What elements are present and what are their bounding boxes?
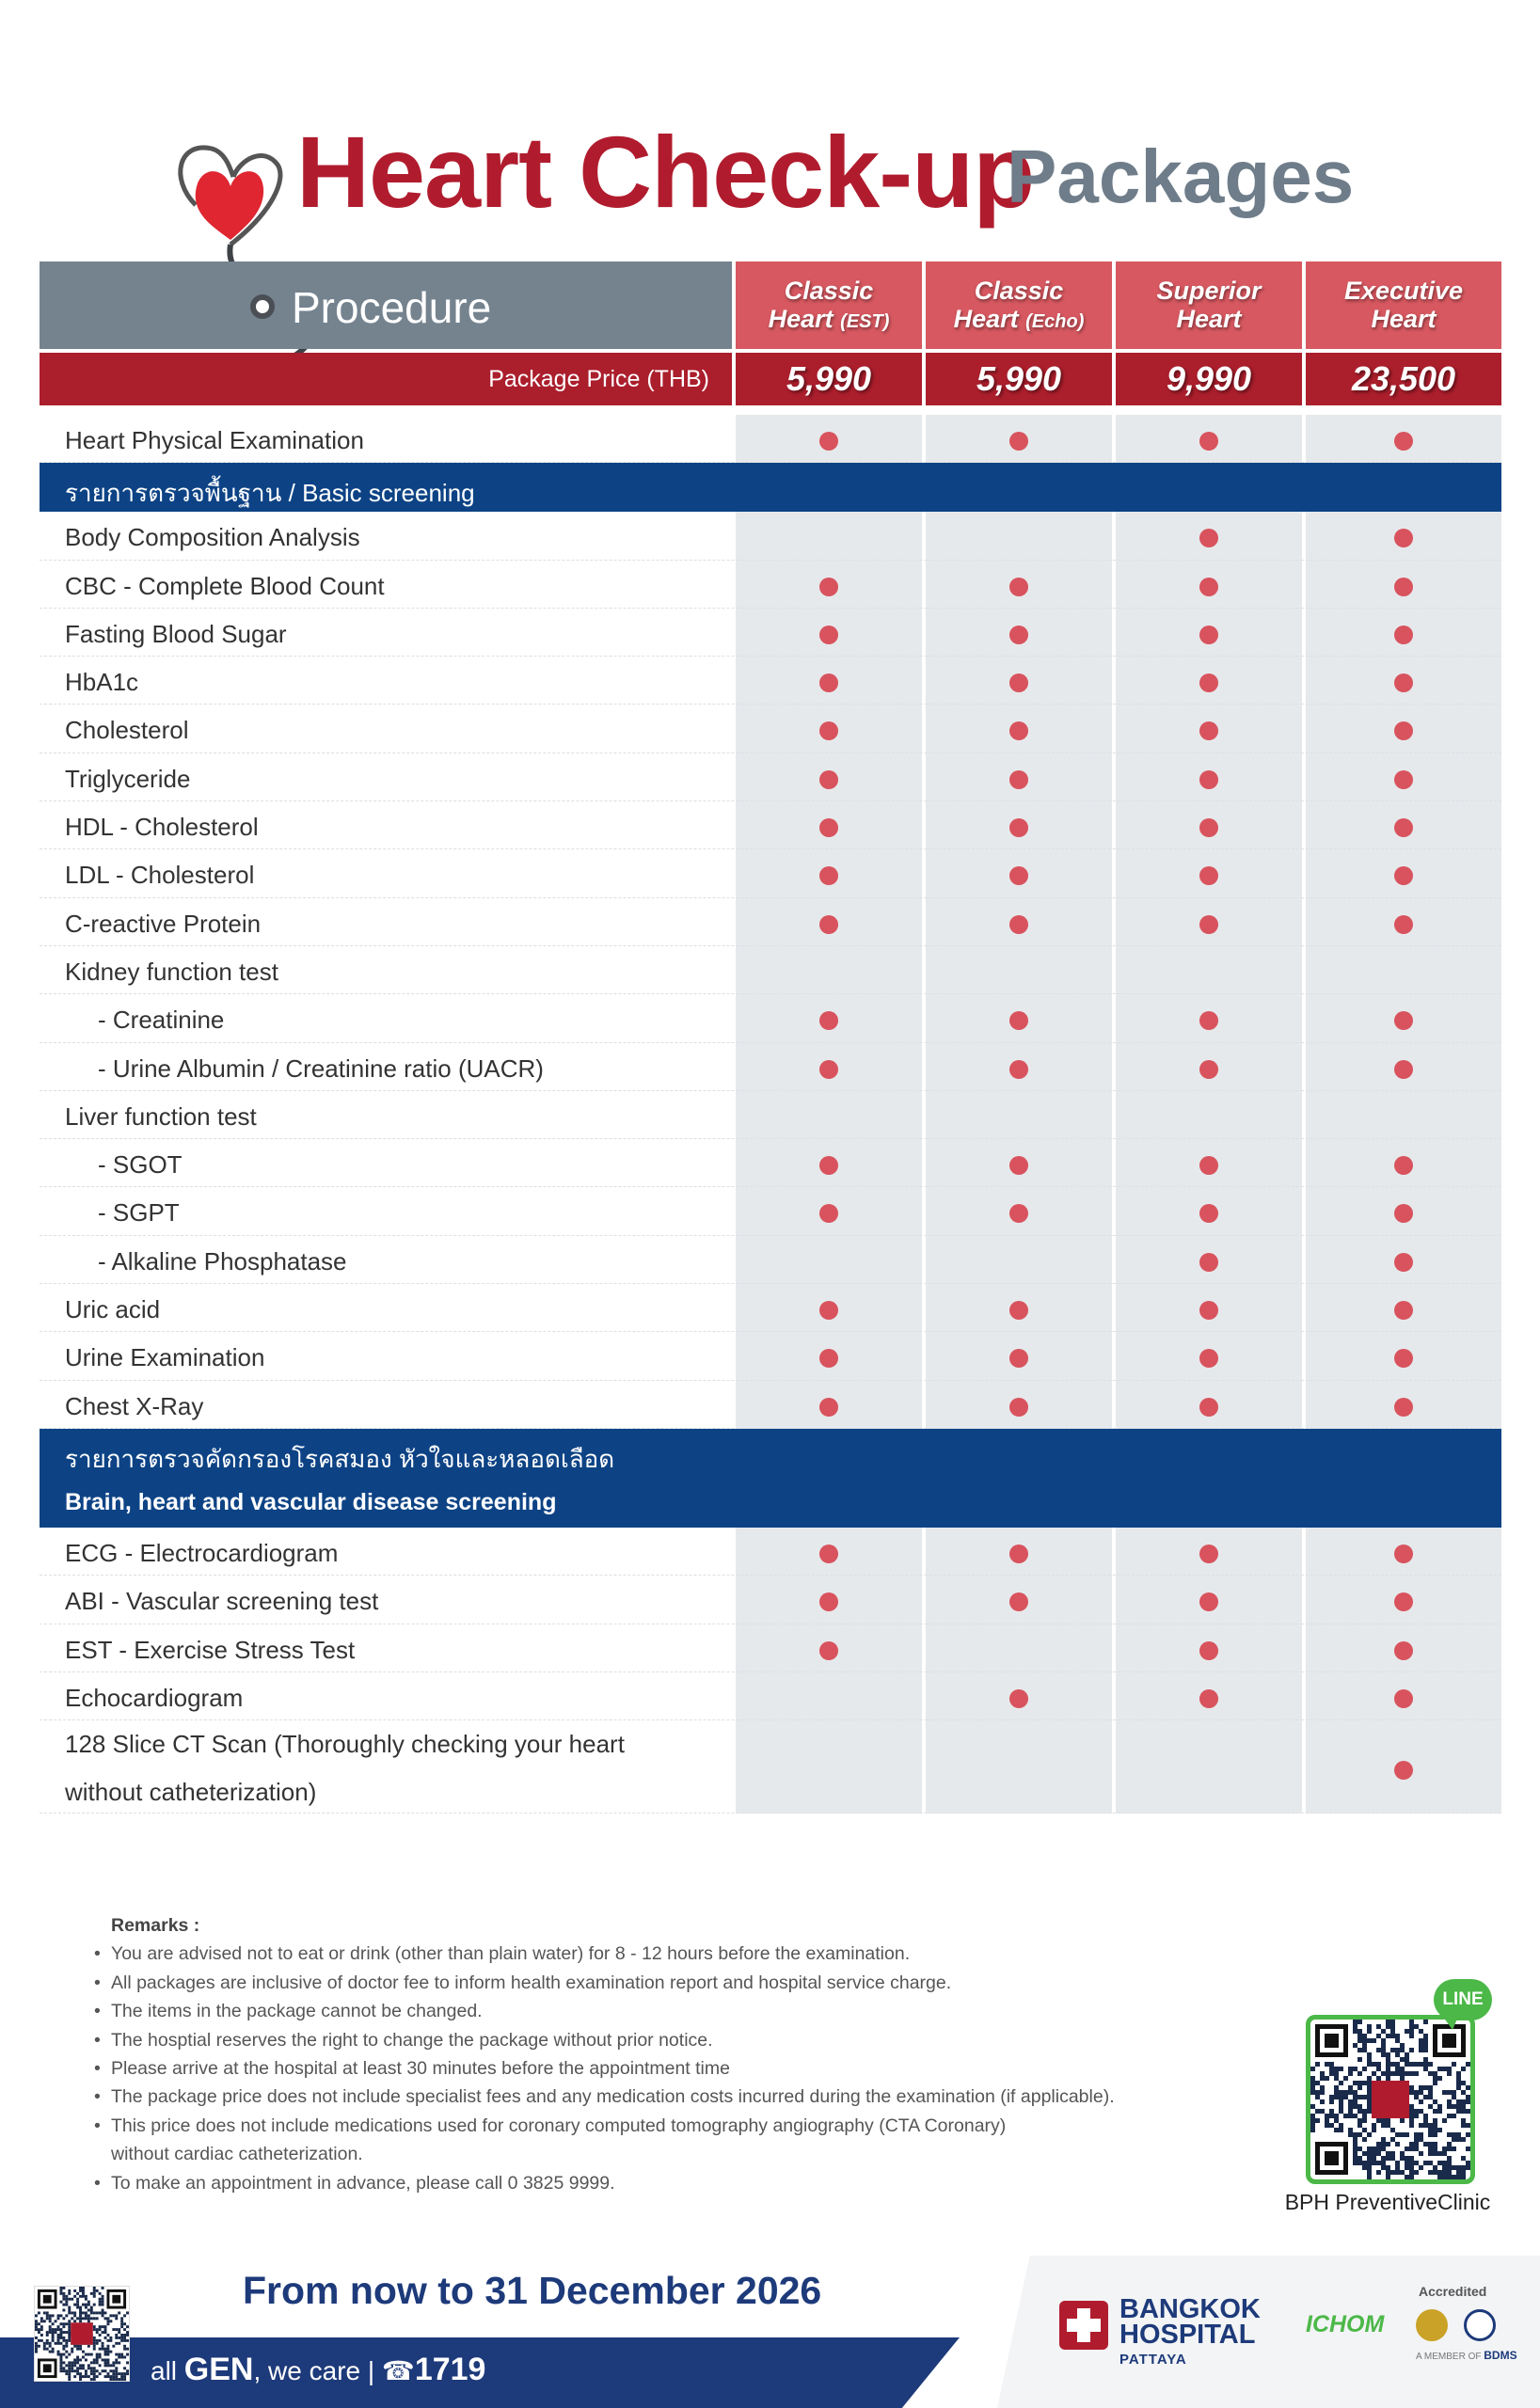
line-badge: LINE xyxy=(1434,1979,1492,2020)
package-name-line1: Classic xyxy=(784,277,874,305)
remark-item: • Please arrive at the hospital at least 30 minutes before the appointment time xyxy=(94,2054,1270,2083)
included-dot-icon xyxy=(1394,1301,1413,1320)
included-dot-icon xyxy=(1199,673,1218,692)
table-row xyxy=(40,849,1501,897)
procedure-label: Echocardiogram xyxy=(65,1683,244,1712)
procedure-label: Chest X-Ray xyxy=(65,1391,204,1420)
included-dot-icon xyxy=(1199,1301,1218,1320)
section-label-english: Brain, heart and vascular disease screening xyxy=(65,1488,557,1515)
procedure-label: - Alkaline Phosphatase xyxy=(98,1246,347,1275)
slogan-pre: all xyxy=(151,2356,184,2385)
included-dot-icon xyxy=(1199,432,1218,451)
package-table xyxy=(40,261,1501,1814)
member-of xyxy=(1416,2349,1517,2362)
stethoscope-end-icon xyxy=(250,294,275,319)
procedure-label: - Creatinine xyxy=(98,1006,225,1035)
package-name-line2: Heart (EST) xyxy=(768,305,890,333)
table-row xyxy=(40,1187,1501,1235)
included-dot-icon xyxy=(1394,529,1413,547)
line-caption: BPH PreventiveClinic xyxy=(1284,2190,1491,2214)
table-row xyxy=(40,1043,1501,1091)
included-dot-icon xyxy=(1199,818,1218,837)
accreditation-seal-icon xyxy=(1464,2309,1496,2341)
section-label-thai: รายการตรวจคัดกรองโรคสมอง หัวใจและหลอดเลือด xyxy=(65,1444,615,1473)
included-dot-icon xyxy=(1394,1398,1413,1417)
included-dot-icon xyxy=(1394,1253,1413,1272)
title-block xyxy=(169,94,1486,235)
table-row xyxy=(40,1139,1501,1187)
remark-item: • This price does not include medications used for coronary computed tomography angiography (CTA Coronary) xyxy=(94,2112,1270,2140)
table-row xyxy=(40,512,1501,560)
included-dot-icon xyxy=(1199,721,1218,740)
package-header-1 xyxy=(926,261,1112,349)
included-dot-icon xyxy=(1009,1011,1028,1030)
included-dot-icon xyxy=(1009,770,1028,789)
procedure-label: CBC - Complete Blood Count xyxy=(65,571,385,600)
remark-item: without cardiac catheterization. xyxy=(111,2144,363,2165)
included-dot-icon xyxy=(819,1349,838,1368)
table-row xyxy=(40,561,1501,609)
included-dot-icon xyxy=(1394,432,1413,451)
member-brand: BDMS xyxy=(1484,2349,1517,2362)
remarks-list xyxy=(94,1940,1270,2197)
table-row xyxy=(40,705,1501,752)
included-dot-icon xyxy=(1199,1349,1218,1368)
included-dot-icon xyxy=(1394,1156,1413,1175)
included-dot-icon xyxy=(1199,578,1218,596)
included-dot-icon xyxy=(1009,721,1028,740)
included-dot-icon xyxy=(819,1011,838,1030)
included-dot-icon xyxy=(1199,529,1218,547)
procedure-label: LDL - Cholesterol xyxy=(65,861,255,890)
included-dot-icon xyxy=(1394,1204,1413,1223)
table-row xyxy=(40,415,1501,463)
section-header xyxy=(40,463,1501,512)
included-dot-icon xyxy=(1199,1545,1218,1563)
included-dot-icon xyxy=(819,866,838,885)
included-dot-icon xyxy=(819,1060,838,1079)
included-dot-icon xyxy=(1199,1592,1218,1611)
included-dot-icon xyxy=(819,1545,838,1563)
procedure-header-cell xyxy=(40,261,732,349)
package-price-0: 5,990 xyxy=(736,353,922,405)
included-dot-icon xyxy=(1009,578,1028,596)
procedure-label: - SGPT xyxy=(98,1198,180,1228)
qr-code-icon xyxy=(35,2287,129,2381)
included-dot-icon xyxy=(819,432,838,451)
included-dot-icon xyxy=(1199,1398,1218,1417)
accredited-label: Accredited xyxy=(1419,2284,1487,2299)
package-header-2 xyxy=(1116,261,1302,349)
accreditation-seal-icon xyxy=(1416,2309,1448,2341)
included-dot-icon xyxy=(1199,866,1218,885)
included-dot-icon xyxy=(1394,673,1413,692)
page-subtitle: Packages xyxy=(1007,135,1355,218)
procedure-label: 128 Slice CT Scan (Thoroughly checking your heart without catheterization) xyxy=(65,1730,625,1807)
included-dot-icon xyxy=(1009,866,1028,885)
included-dot-icon xyxy=(1009,818,1028,837)
section-label: รายการตรวจพื้นฐาน / Basic screening xyxy=(65,479,475,508)
procedure-label: ABI - Vascular screening test xyxy=(65,1587,379,1616)
footer-qr-code[interactable] xyxy=(34,2286,130,2382)
included-dot-icon xyxy=(819,1641,838,1660)
table-row xyxy=(40,994,1501,1042)
section-header xyxy=(40,1429,1501,1528)
included-dot-icon xyxy=(1199,1253,1218,1272)
remark-item: • You are advised not to eat or drink (other than plain water) for 8 - 12 hours before the examination. xyxy=(94,1940,1270,1968)
slogan-post: , we care | xyxy=(253,2356,382,2385)
package-name-line1: Classic xyxy=(974,277,1064,305)
table-row xyxy=(40,753,1501,801)
table-row xyxy=(40,1528,1501,1576)
included-dot-icon xyxy=(819,578,838,596)
included-dot-icon xyxy=(1199,626,1218,644)
included-dot-icon xyxy=(819,1156,838,1175)
included-dot-icon xyxy=(819,721,838,740)
package-price-1: 5,990 xyxy=(926,353,1112,405)
included-dot-icon xyxy=(1394,1761,1413,1780)
included-dot-icon xyxy=(1394,721,1413,740)
included-dot-icon xyxy=(819,626,838,644)
package-header-0 xyxy=(736,261,922,349)
included-dot-icon xyxy=(1199,1641,1218,1660)
procedure-label: Urine Examination xyxy=(65,1343,265,1372)
table-row xyxy=(40,1381,1501,1429)
table-row xyxy=(40,657,1501,705)
table-row xyxy=(40,1672,1501,1720)
ichom-logo: ICHOM xyxy=(1306,2311,1385,2337)
procedure-label: - Urine Albumin / Creatinine ratio (UACR) xyxy=(98,1054,544,1083)
slogan-gen: GEN xyxy=(183,2352,254,2387)
table-row xyxy=(40,801,1501,849)
included-dot-icon xyxy=(1394,1689,1413,1708)
procedure-label: Heart Physical Examination xyxy=(65,426,364,454)
package-name-line2: Heart xyxy=(1371,305,1437,333)
table-row xyxy=(40,898,1501,946)
procedure-label: ECG - Electrocardiogram xyxy=(65,1538,339,1567)
included-dot-icon xyxy=(819,1398,838,1417)
hospital-name xyxy=(1119,2294,1261,2350)
included-dot-icon xyxy=(1394,1641,1413,1660)
included-dot-icon xyxy=(819,1301,838,1320)
remark-item: • To make an appointment in advance, please call 0 3825 9999. xyxy=(94,2169,1270,2197)
included-dot-icon xyxy=(819,915,838,934)
procedure-label: HbA1c xyxy=(65,668,139,697)
included-dot-icon xyxy=(1009,1060,1028,1079)
package-price-2: 9,990 xyxy=(1116,353,1302,405)
phone-icon: ☎ xyxy=(381,2356,415,2385)
promotion-date: From now to 31 December 2026 xyxy=(243,2269,822,2312)
included-dot-icon xyxy=(1394,1545,1413,1563)
procedure-header: Procedure xyxy=(292,283,492,332)
included-dot-icon xyxy=(1394,1592,1413,1611)
included-dot-icon xyxy=(1009,432,1028,451)
included-dot-icon xyxy=(819,818,838,837)
remarks xyxy=(94,1911,1270,2197)
included-dot-icon xyxy=(1199,1011,1218,1030)
included-dot-icon xyxy=(1009,1204,1028,1223)
package-price-3: 23,500 xyxy=(1306,353,1501,405)
price-row xyxy=(40,353,1501,405)
price-label: Package Price (THB) xyxy=(488,366,709,392)
included-dot-icon xyxy=(1199,915,1218,934)
procedure-label: Cholesterol xyxy=(65,716,189,745)
included-dot-icon xyxy=(1009,673,1028,692)
table-row xyxy=(40,1720,1501,1814)
included-dot-icon xyxy=(1009,1592,1028,1611)
procedure-label: C-reactive Protein xyxy=(65,909,262,938)
package-name-line1: Executive xyxy=(1343,277,1464,305)
procedure-label: HDL - Cholesterol xyxy=(65,813,259,842)
remark-item: • All packages are inclusive of doctor fee to inform health examination report and hospital service charge. xyxy=(94,1969,1270,1997)
included-dot-icon xyxy=(1199,1689,1218,1708)
included-dot-icon xyxy=(819,770,838,789)
member-pre: A MEMBER OF xyxy=(1416,2352,1484,2362)
included-dot-icon xyxy=(1394,866,1413,885)
included-dot-icon xyxy=(819,673,838,692)
included-dot-icon xyxy=(819,1204,838,1223)
included-dot-icon xyxy=(1394,1060,1413,1079)
included-dot-icon xyxy=(1199,1060,1218,1079)
included-dot-icon xyxy=(1394,770,1413,789)
page-title: Heart Check-up xyxy=(296,115,1035,229)
procedure-label: Fasting Blood Sugar xyxy=(65,619,287,648)
procedure-label: Uric acid xyxy=(65,1295,161,1324)
table-row xyxy=(40,609,1501,657)
included-dot-icon xyxy=(1009,1398,1028,1417)
procedure-label: Triglyceride xyxy=(65,764,191,793)
table-row xyxy=(40,1332,1501,1380)
table-header xyxy=(40,261,1501,349)
bangkok-hospital-logo-icon xyxy=(1059,2301,1108,2350)
qr-code-icon xyxy=(1310,2020,1470,2179)
package-header-3 xyxy=(1306,261,1501,349)
included-dot-icon xyxy=(1394,915,1413,934)
included-dot-icon xyxy=(1394,578,1413,596)
included-dot-icon xyxy=(1199,770,1218,789)
included-dot-icon xyxy=(1009,1156,1028,1175)
included-dot-icon xyxy=(819,1592,838,1611)
procedure-label: - SGOT xyxy=(98,1150,183,1180)
procedure-label: EST - Exercise Stress Test xyxy=(65,1635,356,1664)
included-dot-icon xyxy=(1009,1689,1028,1708)
table-row xyxy=(40,1236,1501,1284)
included-dot-icon xyxy=(1199,1156,1218,1175)
table-row xyxy=(40,1284,1501,1332)
table-row xyxy=(40,1091,1501,1139)
procedure-label: Kidney function test xyxy=(65,957,278,986)
included-dot-icon xyxy=(1009,915,1028,934)
price-label-cell xyxy=(40,353,732,405)
hotline-number[interactable]: 1719 xyxy=(414,2352,486,2387)
remark-item: • The package price does not include specialist fees and any medication costs incurred during the examination (if applicable). xyxy=(94,2083,1270,2111)
included-dot-icon xyxy=(1394,1011,1413,1030)
line-qr-code[interactable] xyxy=(1306,2015,1475,2184)
included-dot-icon xyxy=(1394,818,1413,837)
table-row xyxy=(40,1624,1501,1672)
remark-item: • The items in the package cannot be changed. xyxy=(94,1997,1270,2025)
table-row xyxy=(40,946,1501,994)
procedure-label: Liver function test xyxy=(65,1101,257,1131)
included-dot-icon xyxy=(1394,626,1413,644)
table-row xyxy=(40,1576,1501,1624)
included-dot-icon xyxy=(1009,626,1028,644)
hospital-name-line2: HOSPITAL xyxy=(1119,2320,1256,2350)
procedure-label: Body Composition Analysis xyxy=(65,523,360,552)
table-body xyxy=(40,415,1501,1814)
included-dot-icon xyxy=(1199,1204,1218,1223)
included-dot-icon xyxy=(1394,1349,1413,1368)
hospital-name-line1: BANGKOK xyxy=(1119,2294,1261,2324)
included-dot-icon xyxy=(1009,1301,1028,1320)
included-dot-icon xyxy=(1009,1545,1028,1563)
included-dot-icon xyxy=(1009,1349,1028,1368)
package-name-line2: Heart (Echo) xyxy=(953,305,1085,333)
footer-slogan xyxy=(151,2352,485,2388)
remarks-title: Remarks : xyxy=(111,1915,200,1936)
remark-item: • The hosptial reserves the right to change the package without prior notice. xyxy=(94,2026,1270,2054)
hospital-branch: PATTAYA xyxy=(1119,2352,1187,2368)
package-name-line2: Heart xyxy=(1176,305,1242,333)
package-name-line1: Superior xyxy=(1156,277,1262,305)
